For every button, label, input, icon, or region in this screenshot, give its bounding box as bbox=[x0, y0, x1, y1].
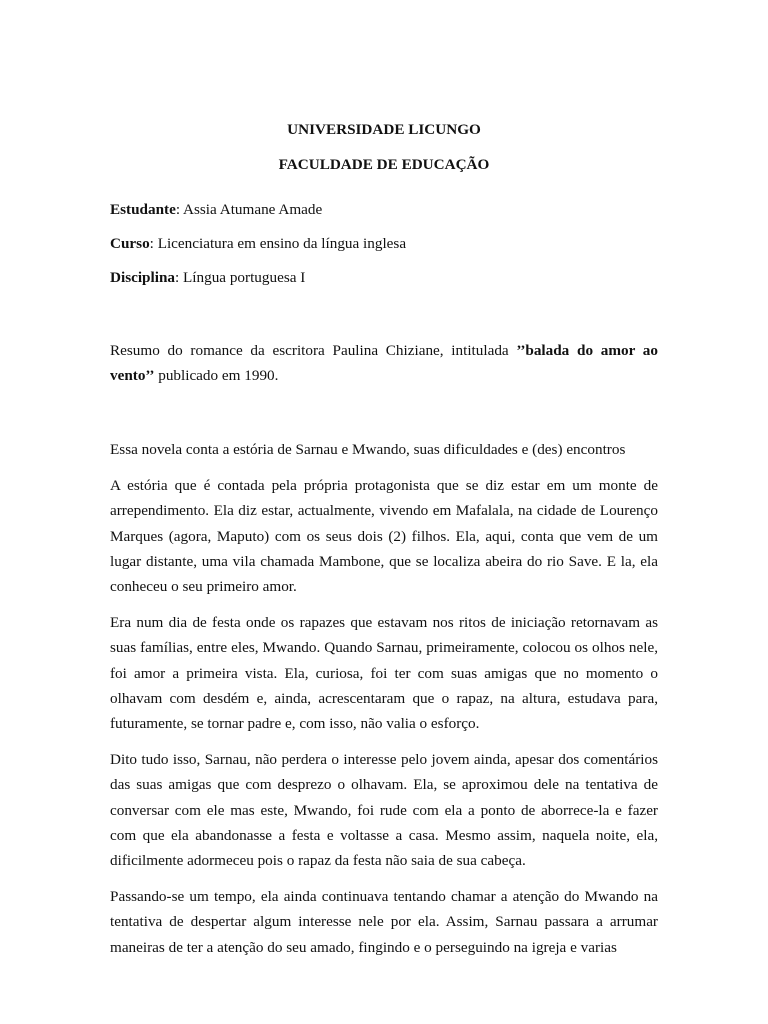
student-field bbox=[110, 198, 658, 222]
body-paragraph: Passando-se um tempo, ela ainda continuava tentando chamar a atenção do Mwando na tentativa de despertar algum interesse nele por ela. Assim, Sarnau passara a arrumar maneiras de ter a atenção do seu amado, fingindo e o perseguindo na igreja e varias bbox=[110, 888, 658, 956]
body-paragraph: Era num dia de festa onde os rapazes que estavam nos ritos de iniciação retornavam as suas famílias, entre eles, Mwando. Quando Sarnau, primeiramente, colocou os olhos nele, foi amor a primeira vista. Ela, curiosa, foi ter com suas amigas que no momento o olhavam com desdém e, ainda, acrescentaram que o rapaz, na altura, estudava para, futuramente, se tornar padre e, com isso, não valia o esforço. bbox=[110, 614, 658, 733]
novel-title: ’’balada do amor ao vento’’ bbox=[110, 342, 658, 384]
body-paragraph: Essa novela conta a estória de Sarnau e Mwando, suas dificuldades e (des) encontros bbox=[110, 441, 626, 458]
document-body bbox=[110, 116, 658, 960]
intro-text-before: Resumo do romance da escritora Paulina Chiziane, intitulada bbox=[110, 342, 517, 359]
course-field bbox=[110, 232, 658, 256]
student-value: : Assia Atumane Amade bbox=[175, 201, 323, 218]
body-paragraph: A estória que é contada pela própria protagonista que se diz estar em um monte de arrependimento. Ela diz estar, actualmente, vivendo em Mafalala, na cidade de Lourenço Marques (agora, Maputo) com os seus dois (2) filhos. Ela, aqui, conta que vem de um lugar distante, uma vila chamada Mambone, que se localiza abeira do rio Save. E la, ela conheceu o seu primeiro amor. bbox=[110, 477, 658, 596]
course-value: : Licenciatura em ensino da língua inglesa bbox=[149, 235, 407, 252]
university-heading: UNIVERSIDADE LICUNGO bbox=[287, 121, 481, 138]
body-paragraph: Dito tudo isso, Sarnau, não perdera o interesse pelo jovem ainda, apesar dos comentários das suas amigas que com desprezo o olhavam. Ela, se aproximou dele na tentativa de conversar com ele mas este, Mwando, foi rude com ela a ponto de aborrece-la e fazer com que ela abandonasse a festa e voltasse a casa. Mesmo assim, naquela noite, ela, dificilmente adormeceu pois o rapaz da festa não saia de sua cabeça. bbox=[110, 751, 658, 870]
summary-intro bbox=[110, 338, 658, 388]
course-label: Curso bbox=[110, 235, 150, 252]
student-label: Estudante bbox=[110, 201, 176, 218]
discipline-label: Disciplina bbox=[110, 269, 175, 286]
faculty-heading: FACULDADE DE EDUCAÇÃO bbox=[278, 156, 490, 173]
intro-text-after: publicado em 1990. bbox=[154, 367, 279, 384]
discipline-field bbox=[110, 266, 658, 290]
discipline-value: : Língua portuguesa I bbox=[175, 269, 306, 286]
